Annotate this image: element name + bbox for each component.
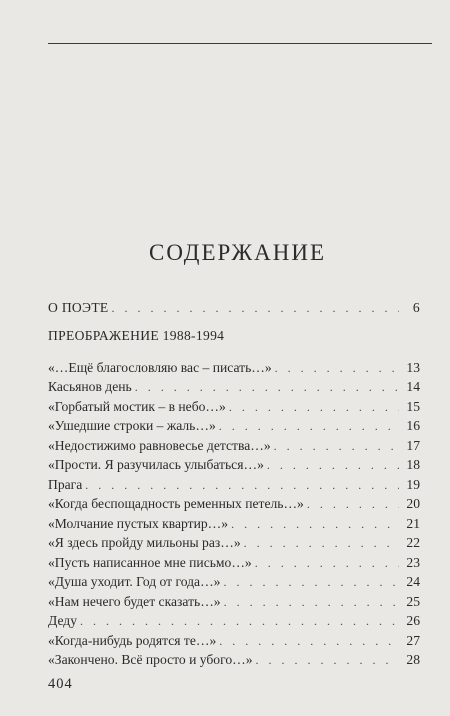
toc-entry (48, 418, 420, 438)
dot-leader (135, 380, 399, 395)
toc-entry-title: «Закончено. Всё просто и убого…» (48, 652, 253, 667)
toc-entry-page: 13 (406, 359, 420, 375)
toc-entry-title: «Недостижимо равновесье детства…» (48, 437, 271, 453)
dot-leader (85, 478, 399, 493)
toc-entry (48, 438, 420, 458)
toc-entry-page: 20 (406, 496, 420, 511)
dot-leader (256, 653, 399, 668)
dot-leader (274, 439, 399, 454)
toc-entry-title: «Когда-нибудь родятся те…» (48, 632, 217, 648)
toc-entry-title: О ПОЭТЕ (48, 300, 109, 315)
toc-entry-page: 23 (406, 554, 420, 570)
toc-entry (48, 613, 420, 633)
dot-leader (307, 497, 399, 512)
toc-entry-title: «Прости. Я разучилась улыбаться…» (48, 457, 264, 472)
toc-entry (48, 496, 420, 516)
toc-entry-page: 15 (406, 398, 420, 414)
toc-entry-title: «Горбатый мостик – в небо…» (48, 398, 226, 414)
dot-leader (231, 517, 399, 532)
dot-leader (255, 556, 399, 571)
dot-leader (219, 634, 399, 649)
dot-leader (219, 419, 399, 434)
dot-leader (275, 361, 399, 376)
toc-entry-title: «…Ещё благословляю вас – писать…» (48, 359, 272, 375)
table-of-contents (48, 300, 420, 672)
toc-entry (48, 633, 420, 653)
toc-entry (48, 360, 420, 380)
dot-leader (224, 595, 399, 610)
toc-entry (48, 516, 420, 536)
dot-leader (80, 614, 399, 629)
toc-entry-title: Деду (48, 613, 78, 628)
page-number: 404 (48, 676, 73, 692)
toc-entry-title: Касьянов день (48, 379, 132, 394)
toc-entry-page: 27 (406, 632, 420, 648)
toc-entry-title: «Нам нечего будет сказать…» (48, 593, 221, 609)
toc-entry-page: 18 (406, 457, 420, 472)
dot-leader (112, 301, 399, 316)
toc-entry-title: «Когда беспощадность ременных петель…» (48, 496, 304, 511)
toc-entry-page: 25 (406, 593, 420, 609)
toc-entry-page: 19 (406, 476, 420, 492)
toc-entry (48, 399, 420, 419)
toc-entry-title: «Молчание пустых квартир…» (48, 515, 229, 531)
toc-entry-page: 22 (406, 535, 420, 550)
toc-entry-page: 26 (406, 613, 420, 628)
dot-leader (244, 536, 399, 551)
toc-entry-page: 21 (406, 515, 420, 531)
toc-entry (48, 574, 420, 594)
toc-entry (48, 457, 420, 477)
toc-entry (48, 594, 420, 614)
toc-entry-title: «Душа уходит. Год от года…» (48, 574, 221, 589)
top-rule (48, 43, 432, 44)
dot-leader (267, 458, 399, 473)
toc-entry-page: 17 (406, 437, 420, 453)
toc-entry-page: 28 (406, 652, 420, 667)
section-heading: ПРЕОБРАЖЕНИЕ 1988-1994 (48, 327, 225, 343)
toc-entry (48, 379, 420, 399)
toc-entry (48, 555, 420, 575)
dot-leader (223, 575, 399, 590)
toc-entry-about (48, 300, 420, 320)
toc-entry-title: «Пусть написанное мне письмо…» (48, 554, 252, 570)
toc-entry-page: 6 (412, 300, 420, 315)
toc-entry-title: «Я здесь пройду мильоны раз…» (48, 535, 241, 550)
toc-entry-page: 24 (406, 574, 420, 589)
dot-leader (229, 400, 399, 415)
contents-heading: СОДЕРЖАНИЕ (148, 240, 326, 265)
toc-entry-title: Прага (48, 476, 83, 492)
toc-entry (48, 535, 420, 555)
toc-entry (48, 477, 420, 497)
toc-entry (48, 652, 420, 672)
toc-entry-title: «Ушедшие строки – жаль…» (48, 418, 216, 433)
toc-entry-page: 16 (406, 418, 420, 433)
toc-entry-page: 14 (406, 379, 420, 394)
toc-entries (48, 360, 420, 672)
